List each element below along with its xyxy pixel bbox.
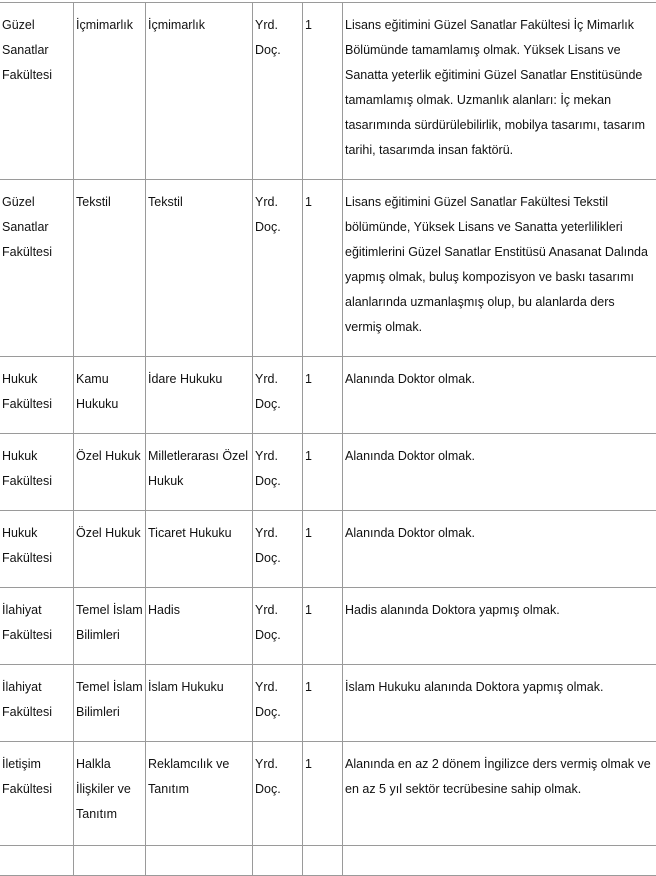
table-row [0,588,656,665]
department-cell: İçmimarlık [74,3,146,180]
title-cell: Yrd. Doç. [253,3,303,180]
requirements-cell: Alanında Doktor olmak. [343,434,656,511]
department-cell [74,846,146,876]
title-cell: Yrd. Doç. [253,588,303,665]
count-cell: 1 [303,3,343,180]
program-cell: Milletlerarası Özel Hukuk [146,434,253,511]
title-cell [253,846,303,876]
requirements-cell: Lisans eğitimini Güzel Sanatlar Fakültesi İç Mimarlık Bölümünde tamamlamış olmak. Yüksek Lisans ve Sanatta yeterlik eğitimini Güzel Sanatlar Enstitüsünde tamamlamış olmak. Uzmanlık alanları: İç mekan tasarımında sürdürülebilirlik, mobilya tasarımı, tasarım tarihi, tasarımda insan faktörü. [343,3,656,180]
faculty-cell: Güzel Sanatlar Fakültesi [0,180,74,357]
table-row [0,434,656,511]
faculty-cell: İletişim Fakültesi [0,742,74,846]
title-cell: Yrd. Doç. [253,742,303,846]
positions-table [0,2,656,876]
table-row [0,742,656,846]
requirements-cell: Alanında Doktor olmak. [343,511,656,588]
table-row [0,665,656,742]
program-cell: İdare Hukuku [146,357,253,434]
count-cell: 1 [303,180,343,357]
department-cell: Temel İslam Bilimleri [74,588,146,665]
title-cell: Yrd. Doç. [253,180,303,357]
table-row [0,180,656,357]
program-cell: Tekstil [146,180,253,357]
faculty-cell [0,846,74,876]
title-cell: Yrd. Doç. [253,511,303,588]
count-cell: 1 [303,434,343,511]
count-cell: 1 [303,742,343,846]
requirements-cell: Alanında Doktor olmak. [343,357,656,434]
faculty-cell: İlahiyat Fakültesi [0,588,74,665]
count-cell: 1 [303,357,343,434]
table-row [0,846,656,876]
requirements-cell [343,846,656,876]
requirements-cell: Alanında en az 2 dönem İngilizce ders vermiş olmak ve en az 5 yıl sektör tecrübesine sahip olmak. [343,742,656,846]
table-row [0,511,656,588]
department-cell: Özel Hukuk [74,434,146,511]
program-cell: İslam Hukuku [146,665,253,742]
requirements-cell: İslam Hukuku alanında Doktora yapmış olmak. [343,665,656,742]
requirements-cell: Lisans eğitimini Güzel Sanatlar Fakültesi Tekstil bölümünde, Yüksek Lisans ve Sanatta yeterlilikleri eğitimlerini Güzel Sanatlar Enstitüsü Anasanat Dalında yapmış olmak, buluş kompozisyon ve baskı tasarımı alanlarında uzmanlaşmış olup, bu alanlarda ders vermiş olmak. [343,180,656,357]
faculty-cell: Hukuk Fakültesi [0,511,74,588]
title-cell: Yrd. Doç. [253,357,303,434]
faculty-cell: Hukuk Fakültesi [0,434,74,511]
count-cell: 1 [303,511,343,588]
faculty-cell: Güzel Sanatlar Fakültesi [0,3,74,180]
count-cell: 1 [303,665,343,742]
faculty-cell: İlahiyat Fakültesi [0,665,74,742]
title-cell: Yrd. Doç. [253,665,303,742]
department-cell: Halkla İlişkiler ve Tanıtım [74,742,146,846]
department-cell: Özel Hukuk [74,511,146,588]
program-cell [146,846,253,876]
program-cell: İçmimarlık [146,3,253,180]
faculty-cell: Hukuk Fakültesi [0,357,74,434]
program-cell: Ticaret Hukuku [146,511,253,588]
table-row [0,357,656,434]
program-cell: Hadis [146,588,253,665]
count-cell [303,846,343,876]
department-cell: Kamu Hukuku [74,357,146,434]
department-cell: Temel İslam Bilimleri [74,665,146,742]
title-cell: Yrd. Doç. [253,434,303,511]
count-cell: 1 [303,588,343,665]
table-row [0,3,656,180]
program-cell: Reklamcılık ve Tanıtım [146,742,253,846]
requirements-cell: Hadis alanında Doktora yapmış olmak. [343,588,656,665]
department-cell: Tekstil [74,180,146,357]
